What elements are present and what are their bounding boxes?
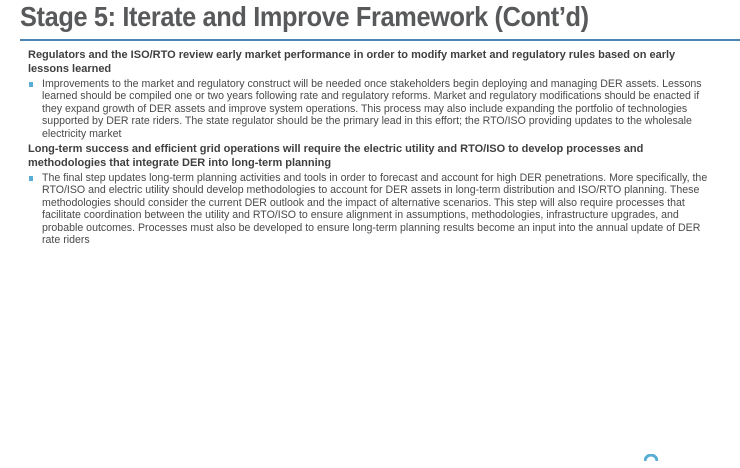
bullet-item-regulatory-review xyxy=(28,78,718,140)
bullet-text-regulatory-review: Improvements to the market and regulatory construct will be needed once stakeholders begin deploying and managing DER assets. Lessons learned should be compiled one or two years following rate and regulatory reforms. Market and regulatory modifications should be enacted if they expand growth of DER assets and improve system operations. This process may also include expanding the portfolio of technologies supported by DER rate riders. The state regulator should be the primary lead in this effort; the RTO/ISO providing updates to the wholesale electricity market xyxy=(42,78,702,140)
slide-body xyxy=(28,49,718,246)
bullet-item-long-term-planning xyxy=(28,172,718,246)
section-heading-long-term-planning: Long-term success and efficient grid operations will require the electric utility and RTO/ISO to develop processes and methodologies that integrate DER into long-term planning xyxy=(28,143,644,169)
section-heading-regulatory-review: Regulators and the ISO/RTO review early market performance in order to modify market and regulatory rules based on early lessons learned xyxy=(28,49,676,75)
bullet-text-long-term-planning: The final step updates long-term planning activities and tools in order to forecast and account for high DER penetrations. More specifically, the RTO/ISO and electric utility should develop methodologies to account for DER assets in long-term distribution and ISO/RTO planning. These methodologies should consider the current DER outlook and the impact of alternative scenarios. This step will also require processes that facilitate coordination between the utility and RTO/ISO to ensure alignment in assumptions, methodologies, infrastructure upgrades, and probable outcomes. Processes must also be developed to ensure long-term planning results become an input into the annual update of DER rate riders xyxy=(42,172,708,247)
title-divider xyxy=(20,39,740,41)
square-bullet-icon xyxy=(29,176,33,181)
slide-title: Stage 5: Iterate and Improve Framework (Cont’d) xyxy=(20,1,589,32)
logo-icon xyxy=(644,454,658,468)
square-bullet-icon xyxy=(29,82,33,87)
